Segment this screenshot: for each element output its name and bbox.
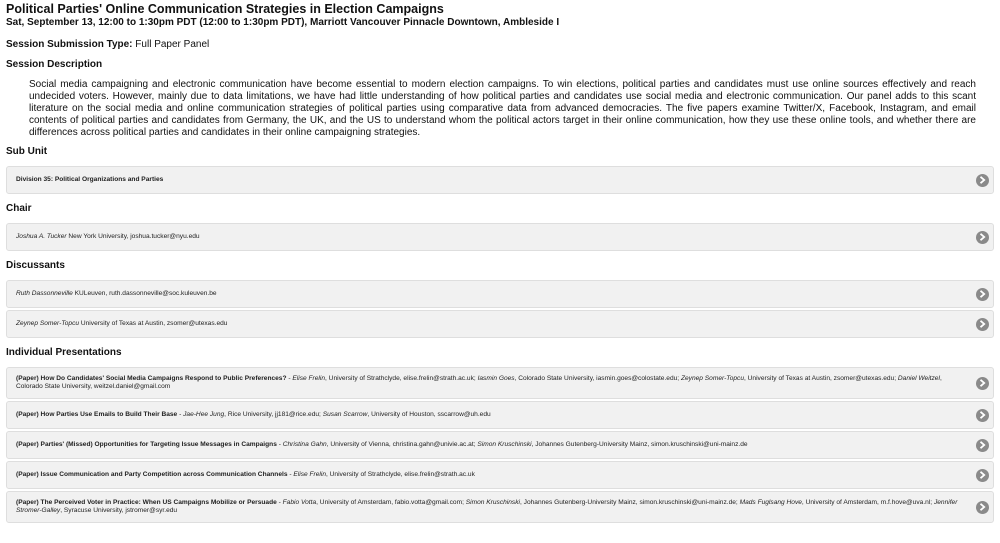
author-affiliation: , Rice University, jj181@rice.edu; xyxy=(224,410,323,418)
title-separator: - xyxy=(177,410,184,418)
presentation-item[interactable] xyxy=(6,491,994,523)
discussant-item[interactable] xyxy=(6,310,994,338)
chevron-right-circle-icon[interactable] xyxy=(976,174,989,187)
sub-unit-heading: Sub Unit xyxy=(6,146,48,157)
author-affiliation: , University of Strathclyde, elise.frelin@strath.ac.uk; xyxy=(325,374,478,382)
author-affiliation: , Colorado State University, weitzel.daniel@gmail.com xyxy=(16,374,942,390)
chevron-right-circle-icon[interactable] xyxy=(976,501,989,514)
chair-heading: Chair xyxy=(6,203,32,214)
presentations-list xyxy=(6,367,994,523)
presentation-item[interactable] xyxy=(6,431,994,459)
presentation-item[interactable] xyxy=(6,461,994,489)
author-affiliation: , University of Houston, sscarrow@uh.edu xyxy=(367,410,491,418)
discussant-name: Ruth Dassonneville xyxy=(16,289,73,297)
chevron-right-circle-icon[interactable] xyxy=(976,318,989,331)
sub-unit-label: Division 35: Political Organizations and Parties xyxy=(16,175,164,183)
chevron-right-circle-icon[interactable] xyxy=(976,377,989,390)
author-affiliation: , University of Vienna, christina.gahn@univie.ac.at; xyxy=(326,440,478,448)
author-affiliation: , University of Strathclyde, elise.frelin@strath.ac.uk xyxy=(326,470,475,478)
chevron-right-circle-icon[interactable] xyxy=(976,409,989,422)
chevron-right-circle-icon[interactable] xyxy=(976,231,989,244)
author-affiliation: , Syracuse University, jstromer@syr.edu xyxy=(60,507,178,514)
title-separator: - xyxy=(287,470,294,478)
author-name: Elise Frelin xyxy=(292,374,326,382)
author-affiliation: , Johannes Gutenberg-University Mainz, simon.kruschinski@uni-mainz.de xyxy=(531,440,748,448)
presentations-heading: Individual Presentations xyxy=(6,347,122,358)
author-name: Fabio Votta xyxy=(282,498,317,506)
chair-list xyxy=(6,223,994,251)
author-affiliation: , University of Amsterdam, m.f.hove@uva.nl; xyxy=(801,498,934,506)
sub-unit-list xyxy=(6,166,994,194)
presentation-item[interactable] xyxy=(6,367,994,399)
author-affiliation: , Colorado State University, iasmin.goes@colostate.edu; xyxy=(514,374,681,382)
presentation-title: (Paper) Parties' (Missed) Opportunities for Targeting Issue Messages in Campaigns xyxy=(16,440,277,448)
submission-type-label: Session Submission Type: xyxy=(6,39,133,50)
chevron-right-circle-icon[interactable] xyxy=(976,439,989,452)
chair-name: Joshua A. Tucker xyxy=(16,232,67,240)
author-name: Iasmin Goes xyxy=(477,374,515,382)
title-separator: - xyxy=(276,440,283,448)
presentation-title: (Paper) How Do Candidates' Social Media Campaigns Respond to Public Preferences? xyxy=(16,374,287,382)
session-datetime-location: Sat, September 13, 12:00 to 1:30pm PDT (12:00 to 1:30pm PDT), Marriott Vancouver Pinnacle Downtown, Ambleside I xyxy=(6,17,560,28)
submission-type-value: Full Paper Panel xyxy=(135,39,210,50)
author-name: Susan Scarrow xyxy=(322,410,368,418)
author-affiliation: , University of Texas at Austin, zsomer@utexas.edu; xyxy=(744,374,898,382)
discussant-name: Zeynep Somer-Topcu xyxy=(16,319,80,327)
author-name: Mads Fuglsang Hove xyxy=(739,498,802,506)
title-separator: - xyxy=(276,498,283,506)
author-name: Simon Kruschinski xyxy=(477,440,532,448)
author-affiliation: , University of Amsterdam, fabio.votta@gmail.com; xyxy=(316,498,466,506)
chevron-right-circle-icon[interactable] xyxy=(976,469,989,482)
presentation-title: (Paper) Issue Communication and Party Competition across Communication Channels xyxy=(16,470,288,478)
presentation-title: (Paper) How Parties Use Emails to Build Their Base xyxy=(16,410,178,418)
presentation-item[interactable] xyxy=(6,401,994,429)
discussant-affiliation: KULeuven, ruth.dassonneville@soc.kuleuven.be xyxy=(72,289,217,297)
chair-item[interactable] xyxy=(6,223,994,251)
chair-affiliation: New York University, joshua.tucker@nyu.edu xyxy=(66,232,200,240)
author-name: Jae-Hee Jung xyxy=(183,410,225,418)
discussant-affiliation: University of Texas at Austin, zsomer@utexas.edu xyxy=(79,319,228,327)
author-name: Simon Kruschinski xyxy=(465,498,520,506)
presentation-title: (Paper) The Perceived Voter in Practice: When US Campaigns Mobilize or Persuade xyxy=(16,498,277,506)
session-description: Social media campaigning and electronic communication have become essential to modern election campaigns. To win elections, political parties and candidates must use online sources effectively and reach undecided voters. However, mainly due to data limitations, we have had little understanding of how political parties and candidates use social media and electronic communication. Our panel adds to this scant literature on the social media and online communication strategies of political parties using comparative data from advanced democracies. The five papers examine Twitter/X, Facebook, Instagram, and email contents of political parties and candidates from Germany, the UK, and the US to understand whom the political actors target in their online communication, how they use these online tools, and whether there are differences across political parties and candidates in their online campaigning strategies. xyxy=(29,79,976,138)
discussant-item[interactable] xyxy=(6,280,994,308)
chevron-right-circle-icon[interactable] xyxy=(976,288,989,301)
discussants-list xyxy=(6,280,994,338)
discussants-heading: Discussants xyxy=(6,260,65,271)
author-name: Elise Frelin xyxy=(293,470,326,478)
author-affiliation: , Johannes Gutenberg-University Mainz, simon.kruschinski@uni-mainz.de; xyxy=(519,498,740,506)
submission-type xyxy=(6,38,994,51)
author-name: Zeynep Somer-Topcu xyxy=(680,374,744,382)
author-name: Christina Gahn xyxy=(282,440,327,448)
sub-unit-item[interactable] xyxy=(6,166,994,194)
author-name: Daniel Weitzel xyxy=(897,374,940,382)
author-name: Jennifer Stromer-Galley xyxy=(16,498,958,514)
page-title: Political Parties' Online Communication Strategies in Election Campaigns xyxy=(6,2,444,16)
title-separator: - xyxy=(286,374,293,382)
description-heading: Session Description xyxy=(6,59,103,70)
